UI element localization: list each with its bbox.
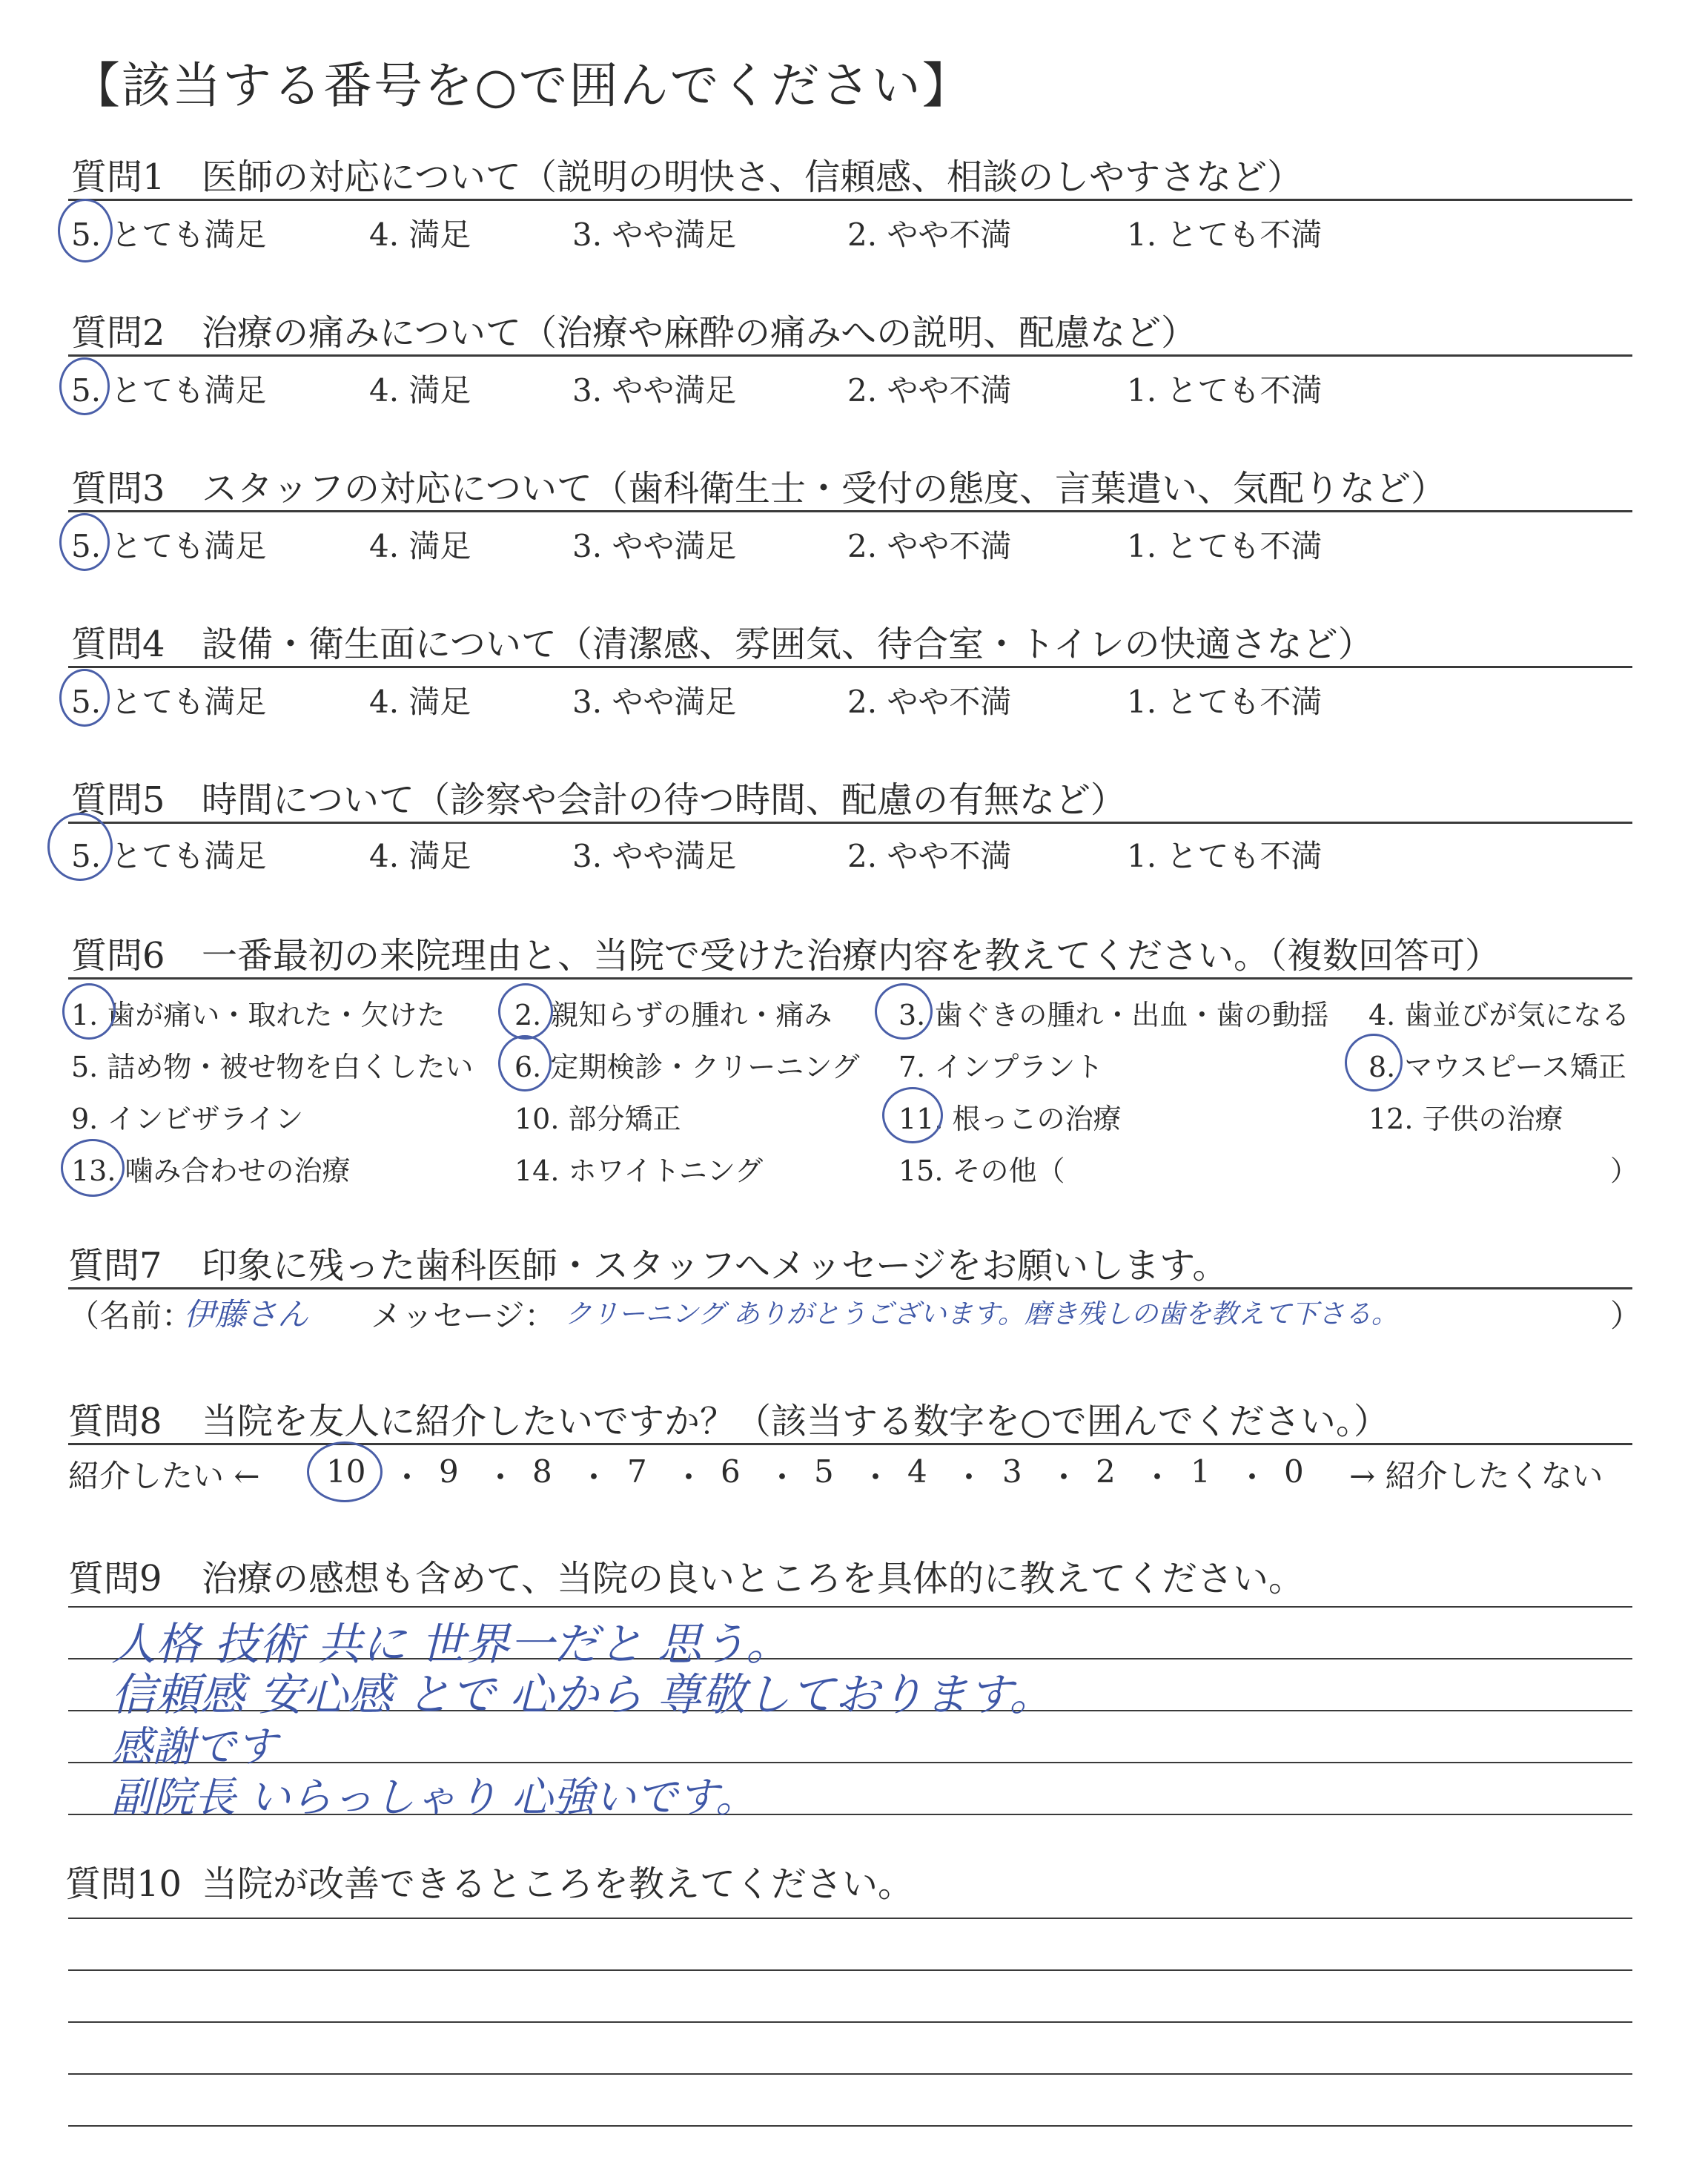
q6-label: 質問6 (71, 935, 165, 977)
q8-left-label: 紹介したい ← (68, 1458, 260, 1494)
q8-scale-0[interactable]: 0 (1284, 1453, 1304, 1490)
q10-answer-rule[interactable] (68, 1918, 1632, 1919)
q1-option-4[interactable]: 4. 満足 (369, 217, 471, 253)
q2-label: 質問2 (71, 312, 165, 354)
q9-answer-line-3[interactable]: 感謝です (111, 1723, 277, 1771)
q8-sep: ・ (860, 1459, 892, 1496)
q5-rule (68, 822, 1632, 824)
q6-item-2[interactable]: 2. 親知らずの腫れ・痛み (514, 999, 833, 1031)
q2-selection-circle (59, 357, 110, 415)
q3-option-3[interactable]: 3. やや満足 (572, 528, 737, 564)
q6-item-15-close-paren: ） (1610, 1155, 1639, 1187)
q6-circle-8 (1345, 1034, 1403, 1091)
q7-name-label: （名前： (68, 1298, 193, 1334)
q6-item-11[interactable]: 11. 根っこの治療 (898, 1103, 1122, 1135)
q8-scale-6[interactable]: 6 (721, 1453, 741, 1490)
q1-selection-circle (58, 199, 113, 262)
q8-right-label: → 紹介したくない (1349, 1458, 1603, 1494)
q3-selection-circle (59, 513, 110, 571)
q6-circle-13 (61, 1139, 125, 1197)
q8-scale-1[interactable]: 1 (1191, 1453, 1211, 1490)
q5-selection-circle (47, 813, 113, 881)
q2-option-5[interactable]: 5. とても満足 (71, 372, 267, 409)
q9-answer-rule (68, 1606, 1632, 1608)
q5-option-4[interactable]: 4. 満足 (369, 838, 471, 874)
q6-item-9[interactable]: 9. インビザライン (71, 1103, 304, 1135)
q8-sep: ・ (1237, 1459, 1268, 1496)
q9-answer-line-2[interactable]: 信頼感 安心感 とで 心から 尊敬しております。 (111, 1669, 1054, 1721)
q6-circle-6 (498, 1035, 552, 1091)
q10-text: 当院が改善できるところを教えてください。 (202, 1863, 914, 1905)
q8-selection-circle (307, 1441, 383, 1502)
q2-option-3[interactable]: 3. やや満足 (572, 372, 737, 409)
q1-option-1[interactable]: 1. とても不満 (1127, 217, 1323, 253)
q6-rule (68, 977, 1632, 980)
q7-message-label: メッセージ： (371, 1298, 556, 1334)
q8-scale-9[interactable]: 9 (439, 1453, 459, 1490)
q7-text: 印象に残った歯科医師・スタッフへメッセージをお願いします。 (202, 1245, 1228, 1287)
q4-selection-circle (59, 669, 110, 727)
q8-scale-3[interactable]: 3 (1002, 1453, 1022, 1490)
q2-text: 治療の痛みについて（治療や麻酔の痛みへの説明、配慮など） (202, 312, 1197, 354)
q4-rule (68, 666, 1632, 668)
q8-sep: ・ (391, 1459, 423, 1496)
q5-option-2[interactable]: 2. やや不満 (847, 838, 1012, 874)
q7-message-value[interactable]: クリーニング ありがとうございます。磨き残しの歯を教えて下さる。 (565, 1299, 1398, 1330)
q9-answer-line-4[interactable]: 副院長 いらっしゃり 心強いです。 (111, 1774, 758, 1822)
q6-item-6[interactable]: 6. 定期検診・クリーニング (514, 1051, 860, 1083)
q1-label: 質問1 (71, 156, 165, 198)
q10-answer-rule[interactable] (68, 2125, 1632, 2127)
q8-sep: ・ (1142, 1459, 1174, 1496)
q8-sep: ・ (953, 1459, 985, 1496)
q6-item-12[interactable]: 12. 子供の治療 (1368, 1103, 1563, 1135)
q1-option-3[interactable]: 3. やや満足 (572, 217, 737, 253)
q4-option-3[interactable]: 3. やや満足 (572, 684, 737, 720)
q4-label: 質問4 (71, 624, 165, 665)
q2-option-2[interactable]: 2. やや不満 (847, 372, 1012, 409)
q9-answer-rule (68, 1762, 1632, 1763)
q6-circle-1 (62, 983, 116, 1040)
q4-option-2[interactable]: 2. やや不満 (847, 684, 1012, 720)
q3-rule (68, 510, 1632, 512)
q5-option-5[interactable]: 5. とても満足 (71, 838, 267, 874)
q4-option-5[interactable]: 5. とても満足 (71, 684, 267, 720)
q6-item-8[interactable]: 8. マウスピース矯正 (1368, 1051, 1626, 1083)
q8-sep: ・ (1048, 1459, 1080, 1496)
q1-option-2[interactable]: 2. やや不満 (847, 217, 1012, 253)
q4-option-1[interactable]: 1. とても不満 (1127, 684, 1323, 720)
q7-close-paren: ） (1610, 1298, 1642, 1334)
q7-label: 質問7 (68, 1245, 162, 1287)
q1-text: 医師の対応について（説明の明快さ、信頼感、相談のしやすさなど） (202, 156, 1303, 198)
q7-rule (68, 1287, 1632, 1289)
q8-sep: ・ (767, 1459, 798, 1496)
q6-circle-2 (498, 983, 553, 1040)
q10-answer-rule[interactable] (68, 1969, 1632, 1971)
q6-item-13[interactable]: 13. 噛み合わせの治療 (71, 1155, 351, 1187)
q4-option-4[interactable]: 4. 満足 (369, 684, 471, 720)
q3-option-2[interactable]: 2. やや不満 (847, 528, 1012, 564)
q8-rule (68, 1443, 1632, 1445)
q9-answer-line-1[interactable]: 人格 技術 共に 世界一だと 思う。 (111, 1619, 791, 1671)
q10-label: 質問10 (65, 1863, 182, 1905)
q8-label: 質問8 (68, 1401, 162, 1442)
q3-label: 質問3 (71, 468, 165, 509)
q6-item-3[interactable]: 3. 歯ぐきの腫れ・出血・歯の動揺 (898, 999, 1329, 1031)
q1-rule (68, 199, 1632, 201)
q6-item-4[interactable]: 4. 歯並びが気になる (1368, 999, 1630, 1031)
q8-scale-8[interactable]: 8 (532, 1453, 552, 1490)
q8-scale-2[interactable]: 2 (1096, 1453, 1116, 1490)
q5-option-1[interactable]: 1. とても不満 (1127, 838, 1323, 874)
q8-scale-10[interactable]: 10 (326, 1453, 366, 1490)
q8-sep: ・ (578, 1459, 610, 1496)
q9-text: 治療の感想も含めて、当院の良いところを具体的に教えてください。 (202, 1558, 1305, 1599)
q6-item-7[interactable]: 7. インプラント (898, 1051, 1104, 1083)
q3-option-4[interactable]: 4. 満足 (369, 528, 471, 564)
q2-rule (68, 354, 1632, 357)
q8-text: 当院を友人に紹介したいですか？（該当する数字を○で囲んでください。） (202, 1401, 1389, 1442)
q3-option-5[interactable]: 5. とても満足 (71, 528, 267, 564)
q8-scale-5[interactable]: 5 (814, 1453, 834, 1490)
q6-item-10[interactable]: 10. 部分矯正 (514, 1103, 681, 1135)
q5-option-3[interactable]: 3. やや満足 (572, 838, 737, 874)
q5-label: 質問5 (71, 779, 165, 821)
q2-option-1[interactable]: 1. とても不満 (1127, 372, 1323, 409)
q6-circle-11 (882, 1087, 943, 1143)
q6-circle-3 (875, 983, 933, 1040)
q5-text: 時間について（診察や会計の待つ時間、配慮の有無など） (202, 779, 1127, 821)
q10-answer-rule[interactable] (68, 2073, 1632, 2075)
q8-sep: ・ (673, 1459, 705, 1496)
q1-option-5[interactable]: 5. とても満足 (71, 217, 267, 253)
q6-item-1[interactable]: 1. 歯が痛い・取れた・欠けた (71, 999, 446, 1031)
q9-label: 質問9 (68, 1558, 162, 1599)
q8-sep: ・ (485, 1459, 517, 1496)
q8-scale-4[interactable]: 4 (907, 1453, 927, 1490)
form-title: 【該当する番号を○で囲んでください】 (71, 57, 973, 114)
q7-name-value[interactable]: 伊藤さん (184, 1296, 309, 1332)
q4-text: 設備・衛生面について（清潔感、雰囲気、待合室・トイレの快適さなど） (202, 624, 1374, 665)
q2-option-4[interactable]: 4. 満足 (369, 372, 471, 409)
q6-item-14[interactable]: 14. ホワイトニング (514, 1155, 764, 1187)
q3-option-1[interactable]: 1. とても不満 (1127, 528, 1323, 564)
q6-text: 一番最初の来院理由と、当院で受けた治療内容を教えてください。（複数回答可） (202, 935, 1501, 977)
q3-text: スタッフの対応について（歯科衛生士・受付の態度、言葉遣い、気配りなど） (202, 468, 1447, 509)
q6-item-5[interactable]: 5. 詰め物・被せ物を白くしたい (71, 1051, 474, 1083)
q10-answer-rule[interactable] (68, 2021, 1632, 2023)
q6-item-15[interactable]: 15. その他（ (898, 1155, 1065, 1187)
q8-scale-7[interactable]: 7 (627, 1453, 647, 1490)
